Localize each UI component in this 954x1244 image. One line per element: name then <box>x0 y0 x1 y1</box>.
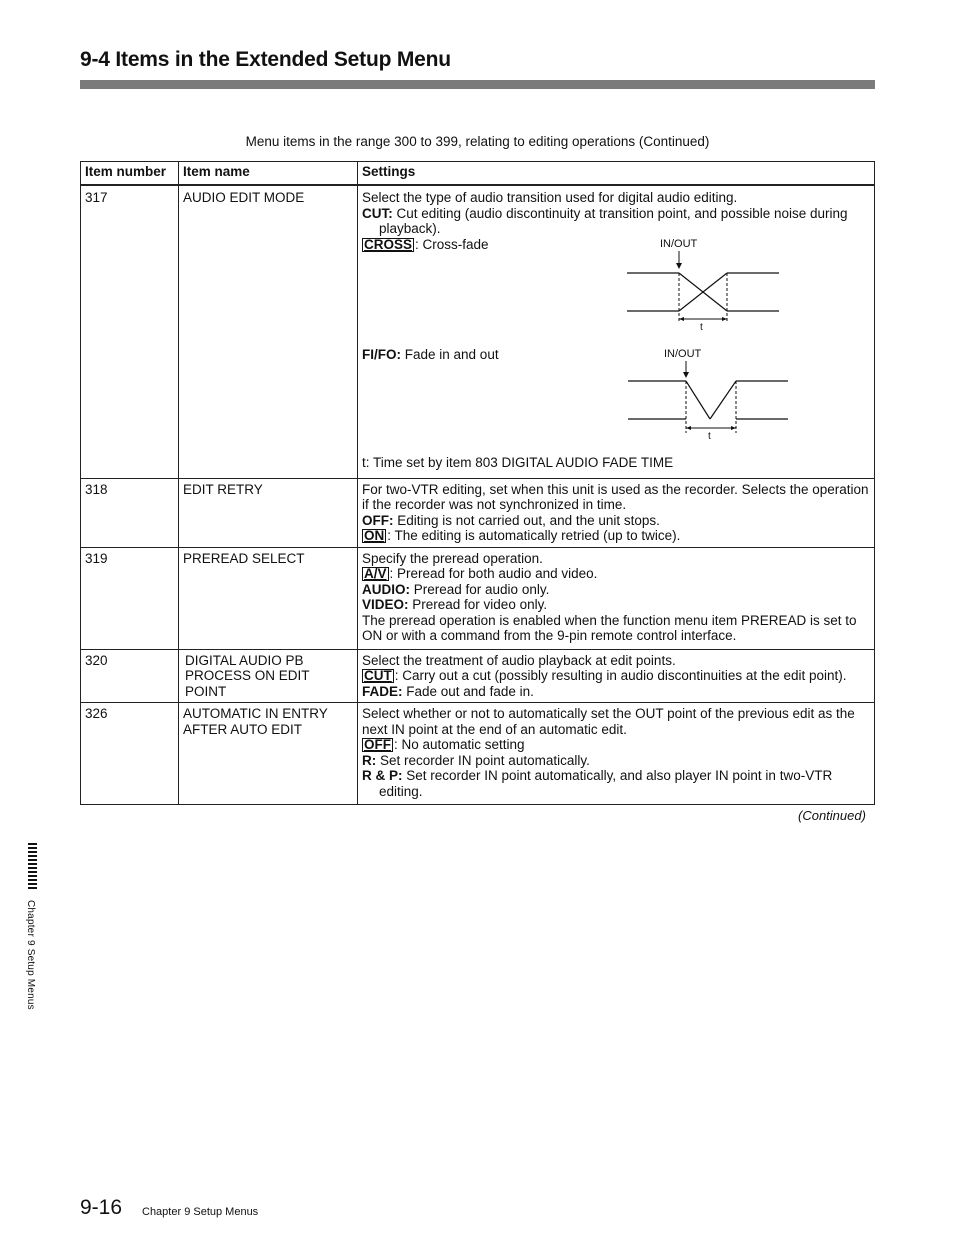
option-key: VIDEO: <box>362 597 409 612</box>
setup-menu-table <box>80 161 875 805</box>
fifo-block <box>362 347 870 455</box>
option-off <box>362 737 870 753</box>
settings-note: t: Time set by item 803 DIGITAL AUDIO FADE TIME <box>362 454 674 470</box>
option-desc: Cut editing (audio discontinuity at transition point, and possible noise during playback). <box>379 205 848 236</box>
page-title: 9-4 Items in the Extended Setup Menu <box>80 48 451 71</box>
option-key: AUDIO: <box>362 581 410 597</box>
item-settings <box>358 478 875 547</box>
option-desc: Set recorder IN point automatically, and also player IN point in two-VTR editing. <box>379 768 833 799</box>
item-number: 319 <box>81 547 179 649</box>
option-cut <box>362 668 870 684</box>
option-fade <box>362 684 870 700</box>
option-desc: Preread for video only. <box>408 597 548 612</box>
option-key: FADE: <box>362 683 403 699</box>
option-desc: : Carry out a cut (possibly resulting in audio discontinuities at the edit point). <box>394 668 847 683</box>
option-key: CUT: <box>362 205 393 221</box>
option-key: OFF: <box>362 512 394 528</box>
item-settings <box>358 185 875 478</box>
option-key: FI/FO: <box>362 346 401 362</box>
table-row <box>81 185 875 478</box>
item-name: PREREAD SELECT <box>179 547 358 649</box>
option-key: R & P: <box>362 768 403 783</box>
item-name: DIGITAL AUDIO PB PROCESS ON EDIT POINT <box>179 649 358 703</box>
settings-intro: For two-VTR editing, set when this unit is used as the recorder. Selects the operation if the recorder was not synchronized in time. <box>362 481 869 512</box>
option-desc: : No automatic setting <box>394 737 525 752</box>
option-key: R: <box>362 752 377 768</box>
settings-intro: Select the treatment of audio playback at edit points. <box>362 652 676 668</box>
option-video <box>362 597 870 613</box>
option-av <box>362 566 870 582</box>
item-settings <box>358 547 875 649</box>
option-desc: Preread for audio only. <box>410 581 550 597</box>
inout-arrowhead <box>683 372 689 378</box>
crossfade-diagram <box>612 231 812 331</box>
item-number: 317 <box>81 185 179 478</box>
time-arrow-left <box>679 317 684 321</box>
option-desc: Fade in and out <box>401 346 499 362</box>
default-option-key: OFF <box>364 737 391 752</box>
chapter-thumb-tab <box>28 843 37 889</box>
table-row <box>81 547 875 649</box>
settings-note: The preread operation is enabled when the function menu item PREREAD is set to ON or with a command from the 9-pin remote control interface. <box>362 612 857 643</box>
item-settings <box>358 649 875 703</box>
table-caption: Menu items in the range 300 to 399, relating to editing operations (Continued) <box>245 134 710 149</box>
fade-out-line <box>686 381 710 419</box>
diagram-inout-label: IN/OUT <box>664 347 702 360</box>
continued-note: (Continued) <box>798 808 866 823</box>
option-fifo <box>362 347 499 363</box>
footer-chapter: Chapter 9 Setup Menus <box>142 1206 259 1218</box>
crossfade-block <box>362 237 870 347</box>
option-off <box>362 513 870 529</box>
header-item-name: Item name <box>179 162 358 186</box>
header-item-number: Item number <box>81 162 179 186</box>
item-name: EDIT RETRY <box>179 478 358 547</box>
default-option-key: ON <box>364 528 385 543</box>
diagram-t-label: t <box>700 321 703 331</box>
table-row <box>81 478 875 547</box>
time-arrow-right <box>722 317 727 321</box>
option-desc: Editing is not carried out, and the unit stops. <box>393 512 660 528</box>
settings-intro: Select the type of audio transition used for digital audio editing. <box>362 190 738 205</box>
settings-intro: Select whether or not to automatically set the OUT point of the previous edit as the next IN point at the end of an automatic edit. <box>362 706 855 737</box>
option-desc: Fade out and fade in. <box>402 683 534 699</box>
item-settings <box>358 703 875 805</box>
table-row <box>81 703 875 805</box>
item-number: 320 <box>81 649 179 703</box>
inout-arrowhead <box>676 263 682 269</box>
option-cross <box>362 237 489 253</box>
option-audio <box>362 582 870 598</box>
default-option-key: CUT <box>364 668 392 683</box>
item-number: 326 <box>81 703 179 805</box>
option-r <box>362 753 870 769</box>
table-header-row <box>81 162 875 186</box>
diagram-inout-label: IN/OUT <box>660 237 698 250</box>
header-settings: Settings <box>358 162 875 186</box>
item-name: AUDIO EDIT MODE <box>179 185 358 478</box>
page-number: 9-16 <box>80 1196 123 1219</box>
item-name: AUTOMATIC IN ENTRY AFTER AUTO EDIT <box>179 703 358 805</box>
title-rule <box>80 80 875 89</box>
fade-in-out-diagram <box>612 341 812 441</box>
option-on <box>362 528 870 544</box>
side-chapter-label: Chapter 9 Setup Menus <box>25 900 36 1010</box>
time-arrow-left <box>686 426 691 430</box>
diagram-t-label: t <box>708 430 711 441</box>
option-desc: : Preread for both audio and video. <box>389 566 598 581</box>
item-number: 318 <box>81 478 179 547</box>
fade-in-line <box>710 381 736 419</box>
option-desc: Set recorder IN point automatically. <box>376 752 590 768</box>
option-desc: : The editing is automatically retried (up to twice). <box>387 528 681 543</box>
option-r-and-p <box>362 768 870 799</box>
option-desc: : Cross-fade <box>415 236 489 252</box>
table-row <box>81 649 875 703</box>
settings-intro: Specify the preread operation. <box>362 550 543 566</box>
default-option-key: CROSS <box>364 236 413 252</box>
default-option-key: A/V <box>364 566 387 581</box>
time-arrow-right <box>731 426 736 430</box>
